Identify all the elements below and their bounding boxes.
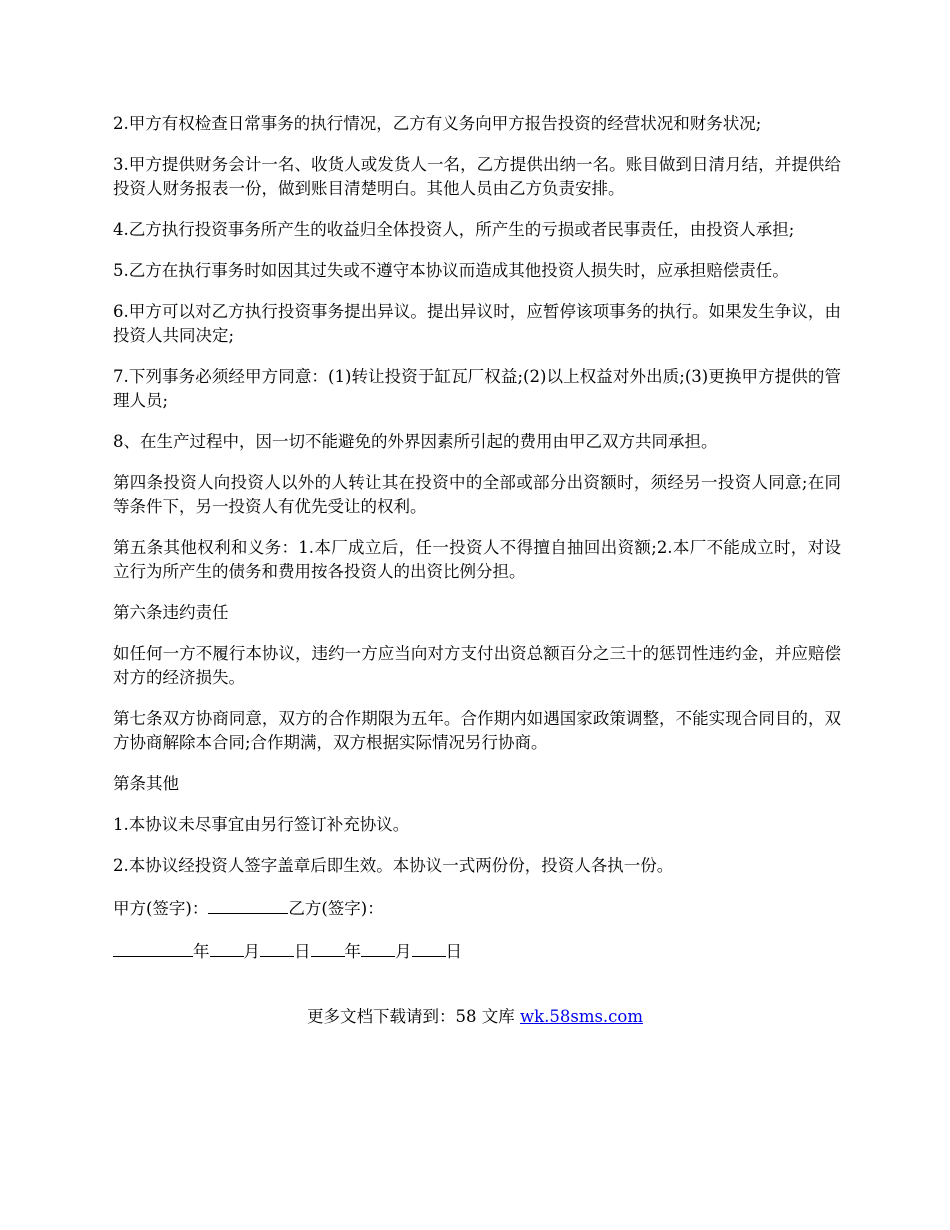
paragraph-article-4: 第四条投资人向投资人以外的人转让其在投资中的全部或部分出资额时，须经另一投资人同意;在同等条件下，另一投资人有优先受让的权利。 <box>113 473 841 516</box>
party-a-signature-label: 甲方(签字)： <box>113 899 209 918</box>
date-month-blank-1 <box>210 938 244 957</box>
footer <box>0 1005 950 1029</box>
date-line <box>113 938 841 964</box>
footer-text: 更多文档下载请到：58 文库 <box>306 1007 520 1026</box>
signature-line <box>113 895 841 921</box>
paragraph-other-2: 2.本协议经投资人签字盖章后即生效。本协议一式两份份，投资人各执一份。 <box>113 856 674 875</box>
date-year-blank-1 <box>113 938 193 957</box>
paragraph-clause-7: 7.下列事务必须经甲方同意：(1)转让投资于缸瓦厂权益;(2)以上权益对外出质;(3)更换甲方提供的管理人员; <box>113 367 841 410</box>
date-day-blank-1 <box>260 938 294 957</box>
paragraph-other-1: 1.本协议未尽事宜由另行签订补充协议。 <box>113 815 410 834</box>
paragraph-clause-8: 8、在生产过程中，因一切不能避免的外界因素所引起的费用由甲乙双方共同承担。 <box>113 432 718 451</box>
paragraph-article-7: 第七条双方协商同意，双方的合作期限为五年。合作期内如遇国家政策调整，不能实现合同目的，双方协商解除本合同;合作期满，双方根据实际情况另行协商。 <box>113 709 841 752</box>
paragraph-clause-6: 6.甲方可以对乙方执行投资事务提出异议。提出异议时，应暂停该项事务的执行。如果发生争议，由投资人共同决定; <box>113 302 841 345</box>
party-b-signature-label: 乙方(签字)： <box>288 899 384 918</box>
paragraph-article-5: 第五条其他权利和义务：1.本厂成立后，任一投资人不得擅自抽回出资额;2.本厂不能成立时，对设立行为所产生的债务和费用按各投资人的出资比例分担。 <box>113 538 841 581</box>
date-year-label-2: 年 <box>344 942 361 961</box>
document-body <box>113 112 841 981</box>
party-a-signature-blank <box>208 895 288 914</box>
date-year-label-1: 年 <box>193 942 210 961</box>
heading-article-other: 第条其他 <box>113 774 179 793</box>
paragraph-clause-3: 3.甲方提供财务会计一名、收货人或发货人一名，乙方提供出纳一名。账目做到日清月结，并提供给投资人财务报表一份，做到账目清楚明白。其他人员由乙方负责安排。 <box>113 155 841 198</box>
date-month-blank-2 <box>361 938 395 957</box>
footer-link[interactable]: wk.58sms.com <box>519 1007 643 1026</box>
paragraph-clause-4: 4.乙方执行投资事务所产生的收益归全体投资人，所产生的亏损或者民事责任，由投资人承担; <box>113 220 795 239</box>
paragraph-clause-2: 2.甲方有权检查日常事务的执行情况，乙方有义务向甲方报告投资的经营状况和财务状况; <box>113 114 762 133</box>
date-day-blank-2 <box>412 938 446 957</box>
heading-article-6: 第六条违约责任 <box>113 603 229 622</box>
date-day-label-2: 日 <box>445 942 462 961</box>
paragraph-breach-liability: 如任何一方不履行本协议，违约一方应当向对方支付出资总额百分之三十的惩罚性违约金，并应赔偿对方的经济损失。 <box>113 644 841 687</box>
date-month-label-2: 月 <box>395 942 412 961</box>
date-day-label-1: 日 <box>294 942 311 961</box>
date-month-label-1: 月 <box>243 942 260 961</box>
date-year-blank-2 <box>311 938 345 957</box>
paragraph-clause-5: 5.乙方在执行事务时如因其过失或不遵守本协议而造成其他投资人损失时，应承担赔偿责任。 <box>113 261 789 280</box>
